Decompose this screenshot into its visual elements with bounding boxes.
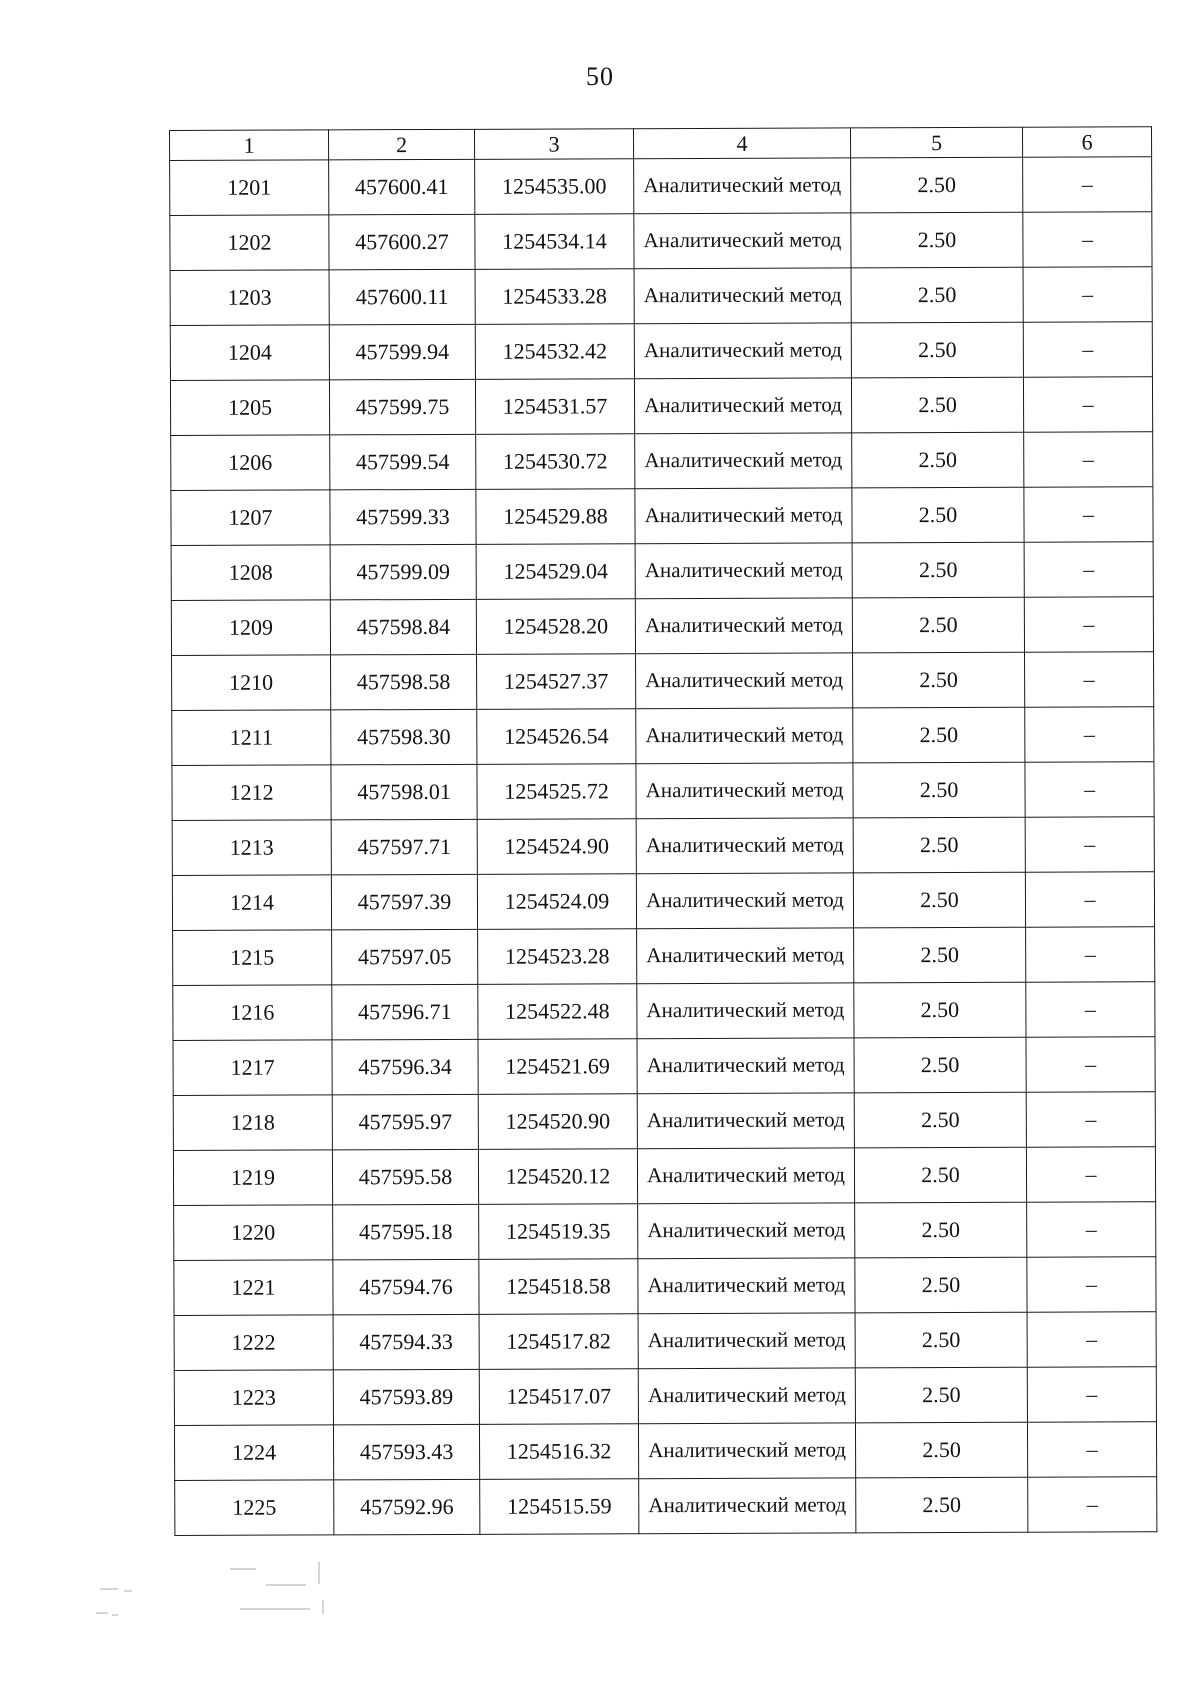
point-number-cell: 1213 [172, 820, 331, 876]
note-cell: – [1024, 432, 1153, 487]
accuracy-cell: 2.50 [852, 542, 1024, 598]
method-cell: Аналитический метод [634, 213, 851, 269]
y-coordinate-cell: 1254524.90 [477, 819, 636, 875]
method-cell: Аналитический метод [636, 818, 853, 874]
accuracy-cell: 2.50 [852, 597, 1024, 653]
note-cell: – [1024, 487, 1153, 542]
note-cell: – [1028, 1477, 1157, 1532]
y-coordinate-cell: 1254519.35 [479, 1204, 638, 1260]
accuracy-cell: 2.50 [851, 212, 1023, 268]
method-cell: Аналитический метод [638, 1203, 855, 1259]
y-coordinate-cell: 1254529.04 [476, 544, 635, 600]
table-row [174, 1202, 1156, 1261]
table-row [170, 322, 1152, 381]
method-cell: Аналитический метод [637, 983, 854, 1039]
x-coordinate-cell: 457594.33 [333, 1314, 479, 1370]
point-number-cell: 1215 [173, 930, 332, 986]
table-row [174, 1367, 1156, 1426]
x-coordinate-cell: 457598.58 [331, 654, 477, 710]
y-coordinate-cell: 1254515.59 [480, 1479, 639, 1535]
x-coordinate-cell: 457597.71 [331, 819, 477, 875]
point-number-cell: 1214 [172, 875, 331, 931]
table-header-row [170, 127, 1152, 161]
accuracy-cell: 2.50 [855, 1312, 1027, 1368]
y-coordinate-cell: 1254534.14 [475, 214, 634, 270]
note-cell: – [1023, 377, 1152, 432]
point-number-cell: 1203 [170, 270, 329, 326]
accuracy-cell: 2.50 [851, 377, 1023, 433]
x-coordinate-cell: 457600.41 [329, 159, 475, 215]
method-cell: Аналитический метод [637, 1148, 854, 1204]
method-cell: Аналитический метод [634, 268, 851, 324]
note-cell: – [1023, 157, 1152, 212]
x-coordinate-cell: 457600.27 [329, 214, 475, 270]
y-coordinate-cell: 1254517.07 [479, 1369, 638, 1425]
table-row [172, 817, 1154, 876]
page-number: 50 [586, 62, 614, 91]
accuracy-cell: 2.50 [854, 1092, 1026, 1148]
method-cell: Аналитический метод [635, 488, 852, 544]
point-number-cell: 1225 [175, 1480, 334, 1536]
table-row [171, 432, 1153, 491]
note-cell: – [1027, 1202, 1156, 1257]
method-cell: Аналитический метод [634, 158, 851, 214]
table-row [171, 542, 1153, 601]
point-number-cell: 1204 [170, 325, 329, 381]
point-number-cell: 1222 [174, 1315, 333, 1371]
x-coordinate-cell: 457594.76 [333, 1259, 479, 1315]
note-cell: – [1024, 542, 1153, 597]
note-cell: – [1026, 982, 1155, 1037]
point-number-cell: 1208 [171, 545, 330, 601]
x-coordinate-cell: 457593.43 [333, 1424, 479, 1480]
y-coordinate-cell: 1254517.82 [479, 1314, 638, 1370]
x-coordinate-cell: 457599.09 [330, 544, 476, 600]
point-number-cell: 1223 [174, 1370, 333, 1426]
point-number-cell: 1212 [172, 765, 331, 821]
y-coordinate-cell: 1254535.00 [475, 159, 634, 215]
y-coordinate-cell: 1254520.90 [478, 1094, 637, 1150]
note-cell: – [1027, 1422, 1156, 1477]
column-header: 6 [1022, 127, 1151, 157]
table-row [170, 377, 1152, 436]
table-row [173, 1037, 1155, 1096]
point-number-cell: 1211 [172, 710, 331, 766]
table-row [170, 157, 1152, 216]
y-coordinate-cell: 1254518.58 [479, 1259, 638, 1315]
x-coordinate-cell: 457597.05 [332, 929, 478, 985]
note-cell: – [1024, 597, 1153, 652]
y-coordinate-cell: 1254522.48 [478, 984, 637, 1040]
x-coordinate-cell: 457598.01 [331, 764, 477, 820]
method-cell: Аналитический метод [636, 708, 853, 764]
note-cell: – [1027, 1257, 1156, 1312]
note-cell: – [1025, 707, 1154, 762]
accuracy-cell: 2.50 [855, 1367, 1027, 1423]
note-cell: – [1023, 322, 1152, 377]
accuracy-cell: 2.50 [852, 432, 1024, 488]
y-coordinate-cell: 1254521.69 [478, 1039, 637, 1095]
accuracy-cell: 2.50 [854, 1147, 1026, 1203]
accuracy-cell: 2.50 [853, 817, 1025, 873]
accuracy-cell: 2.50 [853, 652, 1025, 708]
table-row [173, 1092, 1155, 1151]
x-coordinate-cell: 457599.33 [330, 489, 476, 545]
accuracy-cell: 2.50 [853, 762, 1025, 818]
x-coordinate-cell: 457595.18 [333, 1204, 479, 1260]
table-body [170, 157, 1157, 1536]
accuracy-cell: 2.50 [852, 487, 1024, 543]
table-row [172, 762, 1154, 821]
x-coordinate-cell: 457595.97 [332, 1094, 478, 1150]
note-cell: – [1027, 1367, 1156, 1422]
point-number-cell: 1209 [171, 600, 330, 656]
accuracy-cell: 2.50 [853, 872, 1025, 928]
x-coordinate-cell: 457599.54 [330, 434, 476, 490]
x-coordinate-cell: 457592.96 [334, 1479, 480, 1535]
point-number-cell: 1202 [170, 215, 329, 271]
y-coordinate-cell: 1254520.12 [478, 1149, 637, 1205]
point-number-cell: 1218 [173, 1095, 332, 1151]
y-coordinate-cell: 1254531.57 [475, 379, 634, 435]
coordinates-table [169, 126, 1157, 1536]
method-cell: Аналитический метод [636, 873, 853, 929]
table-row [172, 652, 1154, 711]
point-number-cell: 1221 [174, 1260, 333, 1316]
accuracy-cell: 2.50 [855, 1422, 1027, 1478]
note-cell: – [1025, 652, 1154, 707]
table-row [171, 487, 1153, 546]
accuracy-cell: 2.50 [854, 1037, 1026, 1093]
method-cell: Аналитический метод [638, 1368, 855, 1424]
table-row [175, 1477, 1157, 1536]
accuracy-cell: 2.50 [851, 322, 1023, 378]
point-number-cell: 1201 [170, 160, 329, 216]
method-cell: Аналитический метод [635, 598, 852, 654]
method-cell: Аналитический метод [638, 1313, 855, 1369]
x-coordinate-cell: 457600.11 [329, 269, 475, 325]
x-coordinate-cell: 457599.75 [329, 379, 475, 435]
note-cell: – [1027, 1312, 1156, 1367]
note-cell: – [1023, 267, 1152, 322]
column-header: 1 [170, 130, 329, 161]
column-header: 4 [633, 128, 850, 159]
column-header: 3 [474, 129, 633, 160]
accuracy-cell: 2.50 [854, 982, 1026, 1038]
note-cell: – [1023, 212, 1152, 267]
y-coordinate-cell: 1254516.32 [479, 1424, 638, 1480]
y-coordinate-cell: 1254529.88 [476, 489, 635, 545]
accuracy-cell: 2.50 [855, 1202, 1027, 1258]
y-coordinate-cell: 1254527.37 [477, 654, 636, 710]
accuracy-cell: 2.50 [855, 1257, 1027, 1313]
y-coordinate-cell: 1254524.09 [477, 874, 636, 930]
note-cell: – [1025, 872, 1154, 927]
y-coordinate-cell: 1254523.28 [478, 929, 637, 985]
x-coordinate-cell: 457597.39 [331, 874, 477, 930]
table-row [170, 267, 1152, 326]
table-row [172, 707, 1154, 766]
table-row [174, 1422, 1156, 1481]
method-cell: Аналитический метод [637, 928, 854, 984]
point-number-cell: 1210 [172, 655, 331, 711]
table-row [173, 982, 1155, 1041]
accuracy-cell: 2.50 [851, 157, 1023, 213]
table-row [174, 1257, 1156, 1316]
method-cell: Аналитический метод [634, 378, 851, 434]
accuracy-cell: 2.50 [854, 927, 1026, 983]
point-number-cell: 1206 [171, 435, 330, 491]
table-row [174, 1312, 1156, 1371]
accuracy-cell: 2.50 [851, 267, 1023, 323]
x-coordinate-cell: 457596.71 [332, 984, 478, 1040]
point-number-cell: 1217 [173, 1040, 332, 1096]
method-cell: Аналитический метод [638, 1423, 855, 1479]
point-number-cell: 1205 [170, 380, 329, 436]
point-number-cell: 1219 [173, 1150, 332, 1206]
x-coordinate-cell: 457596.34 [332, 1039, 478, 1095]
note-cell: – [1025, 762, 1154, 817]
note-cell: – [1026, 1092, 1155, 1147]
column-header: 5 [850, 127, 1022, 158]
y-coordinate-cell: 1254532.42 [475, 324, 634, 380]
method-cell: Аналитический метод [639, 1478, 856, 1534]
method-cell: Аналитический метод [637, 1093, 854, 1149]
point-number-cell: 1207 [171, 490, 330, 546]
x-coordinate-cell: 457598.30 [331, 709, 477, 765]
method-cell: Аналитический метод [638, 1258, 855, 1314]
x-coordinate-cell: 457598.84 [330, 599, 476, 655]
point-number-cell: 1224 [174, 1425, 333, 1481]
method-cell: Аналитический метод [637, 1038, 854, 1094]
point-number-cell: 1216 [173, 985, 332, 1041]
x-coordinate-cell: 457595.58 [332, 1149, 478, 1205]
column-header: 2 [329, 129, 475, 160]
table-row [173, 927, 1155, 986]
y-coordinate-cell: 1254525.72 [477, 764, 636, 820]
accuracy-cell: 2.50 [856, 1477, 1028, 1533]
y-coordinate-cell: 1254528.20 [476, 599, 635, 655]
scan-artifact [90, 1560, 350, 1640]
y-coordinate-cell: 1254530.72 [476, 434, 635, 490]
x-coordinate-cell: 457593.89 [333, 1369, 479, 1425]
method-cell: Аналитический метод [634, 323, 851, 379]
note-cell: – [1025, 817, 1154, 872]
table-row [170, 212, 1152, 271]
method-cell: Аналитический метод [635, 433, 852, 489]
method-cell: Аналитический метод [636, 653, 853, 709]
note-cell: – [1026, 1147, 1155, 1202]
y-coordinate-cell: 1254526.54 [477, 709, 636, 765]
note-cell: – [1026, 1037, 1155, 1092]
x-coordinate-cell: 457599.94 [329, 324, 475, 380]
method-cell: Аналитический метод [635, 543, 852, 599]
accuracy-cell: 2.50 [853, 707, 1025, 763]
point-number-cell: 1220 [174, 1205, 333, 1261]
table-row [171, 597, 1153, 656]
note-cell: – [1026, 927, 1155, 982]
table-row [173, 1147, 1155, 1206]
method-cell: Аналитический метод [636, 763, 853, 819]
y-coordinate-cell: 1254533.28 [475, 269, 634, 325]
table-row [172, 872, 1154, 931]
